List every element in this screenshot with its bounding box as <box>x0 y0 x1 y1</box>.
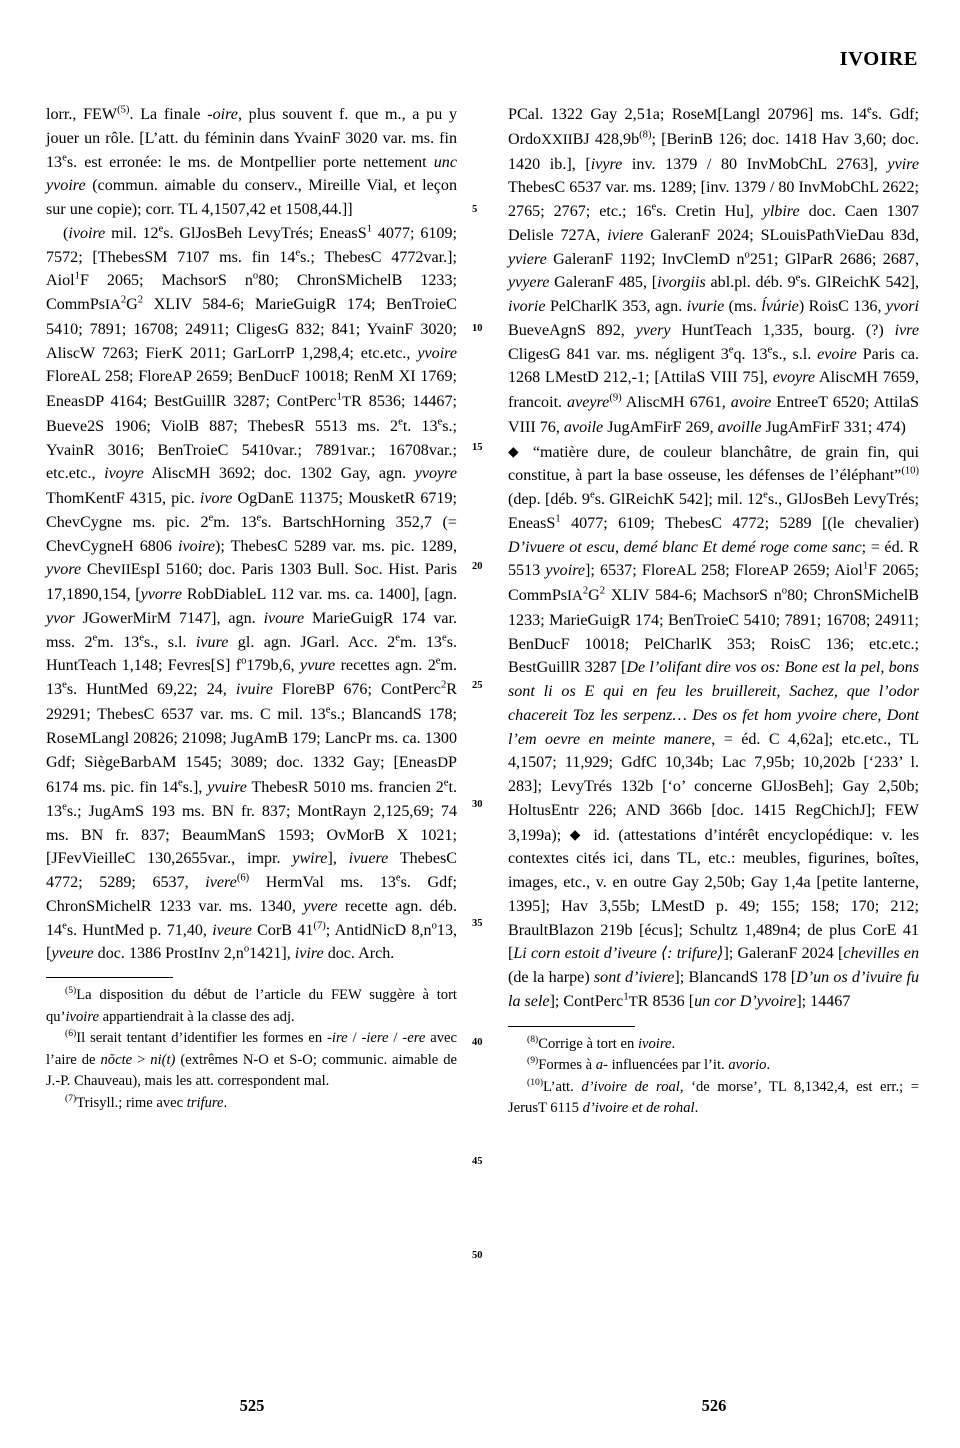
line-number: 10 <box>472 323 483 334</box>
line-number: 50 <box>472 1250 483 1261</box>
column-right <box>508 103 919 1120</box>
column-left <box>46 103 457 1114</box>
footnote: $^{(9)}$Formes à a- influencées par l’it. avorio. <box>527 1055 771 1073</box>
column-left-body <box>46 103 457 966</box>
footnote-block-left <box>46 977 457 1114</box>
line-number: 25 <box>472 680 483 691</box>
footnote: $^{(6)}$Il serait tentant d’identifier les formes en -ire / -iere / -ere avec l’aire de nŏcte > ni(t) (extrêmes N-O et S-O; communic. aimable de J.-P. Chauveau), mais les att. correspondent mal. <box>46 1028 457 1089</box>
footnote: $^{(7)}$Trisyll.; rime avec trifure. <box>65 1092 228 1111</box>
folio-left: 525 <box>239 1396 265 1415</box>
footnote-rule <box>46 977 173 978</box>
footnote-rule <box>508 1026 635 1027</box>
footnote: $^{(10)}$L’att. d’ivoire de roal, ‘de morse’, TL 8,1342,4, est err.; = JerusT 6115 d’ivoire et de rohal. <box>508 1076 920 1116</box>
paragraph: PCal. 1322 Gay 2,51a; RoseM[Langl 20796] ms. 14es. Gdf; OrdoXXIIBJ $428,9b^{(8)}$; [BerinB 126; doc. 1418 Hav 3,60; doc. 1420 ib.], [ivyre inv. 1379 / 80 InvMobChL 2763], yvire ThebesC 6537 var. ms. 1289; [inv. 1379 / 80 InvMobChL 2622; 2765; 2767; etc.; 16es. Cretin Hu], ylbire doc. Caen 1307 Delisle 727A, iviere GaleranF 2024; SLouisPathVieDau 83d, yviere GaleranF 1192; InvClemD $n^o251$; GlParR 2686; 2687, yvyere GaleranF 485, [ivorgiis abl.pl. déb. 9es. GlReichK 542], ivorie PelCharlK 353, agn. ivurie (ms. ĺvúrie) RoisC 136, yvori BueveAgnS 892, yvery HuntTeach 1,335, bourg. (?) ivre CligesG 841 var. ms. négligent 3eq. 13es., s.l. evoire Paris ca. 1268 LMestD 212,-1; [AttilaS VIII 75], evoyre AliscMH 7659, francoit. aveyre$^{(9)}$ AliscMH 6761, avoire EntreeT 6520; AttilaS VIII 76, avoile JugAmFirF 269, avoille JugAmFirF 331; 474) <box>508 104 920 436</box>
paragraph: ◆ “matière dure, de couleur blanchâtre, de grain fin, qui constitue, à part la base osseuse, les défenses de l’éléphant”$^{(10)}$ (dep. [déb. 9es. GlReichK 542]; mil. 12es., GlJosBeh LevyTrés; EneasS$^1$ 4077; 6109; ThebesC 4772; 5289 [(le chevalier) D’ivuere ot escu, demé blanc Et demé roge come sanc; = éd. R 5513 yvoire]; 6537; FloreAL 258; FloreAP 2659; Aiol$^1$F 2065; $CommPsIA^2G^2$ XLIV 584-6; MachsorS $n^o80$; ChronSMichelB 1233; MarieGuigR 174; BenTroieC 5410; 7891; 16708; 24911; BenDucF 10018; PelCharlK 353; RoisC 136; etc.etc.; BestGuillR 3287 [De l’olifant dire vos os: Bone est la pel, bons sont li os E qui en feu les bruillereit, Sachez, que l’odor chacereit Toz les serpenz… Des os fet hom yvoire chere, Dont l’em oevre en meinte manere, = éd. C 4,62a]; etc.etc., TL 4,1507; 11,929; GdfC 10,34b; Lac 7,95b; 10,202b [‘233’ l. 283]; LevyTrés 132b [‘o’ concerne GlJosBeh]; Gay 2,50b; HoltusEntr 226; AND 366b [doc. 1415 RegChichJ]; FEW 3,199a); ◆ id. (attestations d’intérêt encyclopédique: v. les contextes cités ici, dans TL, etc.: meubles, figurines, boîtes, images, etc., v. en outre Gay 2,50b; Gay 1,4a [petite lanterne, 1395]; Hav 3,55b; LMestD p. 49; 155; 158; 170; 212; BraultBlazon 219b [écus]; Schultz 1,489n4; de plus CorE 41 [Li corn estoit d’iveure ⟨: trifure⟩]; GaleranF 2024 [chevilles en (de la harpe) sont d’iviere]; BlancandS 178 [D’un os d’ivuire fu la sele]; ContPerc$^1$TR 8536 [un cor D’yvoire]; 14467 <box>508 443 919 1010</box>
paragraph: (ivoire mil. 12es. GlJosBeh LevyTrés; EneasS$^1$ 4077; 6109; 7572; [ThebesSM 7107 ms. fin 14es.; ThebesC 4772var.]; Aiol$^1$F 2065; MachsorS $n^o80$; ChronSMichelB 1233; $CommPsIA^2G^2$ XLIV 584-6; MarieGuigR 174; BenTroieC 5410; 7891; 16708; 24911; CligesG 832; 841; YvainF 3020; AliscW 7263; FierK 2011; GarLorrP 1,298,4; etc.etc., yvoire FloreAL 258; FloreAP 2659; BenDucF 10018; RenM XI 1769; EneasDP 4164; BestGuillR 3287; ContPerc$^1$TR 8536; 14467; Bueve2S 1906; ViolB 887; ThebesR 5513 ms. 2et. 13es.; YvainR 3016; BenTroieC 5410var.; 7891var.; 16708var.; etc.etc., ivoyre AliscMH 3692; doc. 1302 Gay, agn. yvoyre ThomKentF 4315, pic. ivore OgDanE 11375; MousketR 6719; ChevCygne ms. pic. 2em. 13es. BartschHorning 352,7 (= ChevCygneH 6806 ivoire); ThebesC 5289 var. ms. pic. 1289, yvore ChevIIEspI 5160; doc. Paris 1303 Bull. Soc. Hist. Paris 17,1890,154, [yvorre RobDiableL 112 var. ms. ca. 1400], [agn. yvor JGowerMirM 7147], agn. ivoure MarieGuigR 174 var. mss. 2em. 13es., s.l. ivure gl. agn. JGarl. Acc. 2em. 13es. HuntTeach 1,148; Fevres[S] $f^o179b,6$, yvure recettes agn. 2em. 13es. HuntMed 69,22; 24, ivuire FloreBP 676; ContPerc$^2$R 29291; ThebesC 6537 var. ms. C mil. 13es.; BlancandS 178; RoseMLangl 20826; 21098; JugAmB 179; LancPr ms. ca. 1300 Gdf; SiègeBarbAM 1545; 3089; doc. 1332 Gay; [EneasDP 6174 ms. pic. fin 14es.], yvuire ThebesR 5010 ms. francien 2et. 13es.; JugAmS 193 ms. BN fr. 837; MontRayn 2,125,69; 74 ms. BN fr. 837; BeaumManS 1593; OvMorB X 1021; [JFevVieilleC 130,2655var., impr. ywire], ivuere ThebesC 4772; 5289; 6537, ivere$^{(6)}$ HermVal ms. 13es. Gdf; ChronSMichelR 1233 var. ms. 1340, yvere recette agn. déb. 14es. HuntMed p. 71,40, iveure CorB 41$^{(7)}$; AntidNicD $8,n^o13$, [yveure doc. 1386 ProstInv $2,n^o1421$], ivire doc. Arch. <box>46 223 458 963</box>
footnote-block-right <box>508 1026 919 1120</box>
line-number: 40 <box>472 1037 483 1048</box>
column-right-body <box>508 103 919 1015</box>
footnote: $^{(5)}$La disposition du début de l’article du FEW suggère à tort qu’ivoire appartiendrait à la classe des adj. <box>46 985 457 1025</box>
line-number: 45 <box>472 1156 483 1167</box>
paragraph: lorr., FEW$^{(5)}$. La finale -oire, plus souvent f. que m., a pu y jouer un rôle. [L’att. du féminin dans YvainF 3020 var. ms. fin 13es. est erronée: le ms. de Montpellier porte nettement unc yvoire (commun. aimable du conserv., Mireille Vial, et leçon sur une copie); corr. TL 4,1507,42 et 1508,44.]] <box>46 104 458 218</box>
line-number: 35 <box>472 918 483 929</box>
line-number: 5 <box>472 204 478 215</box>
running-head-ivoire: IVOIRE <box>839 48 918 70</box>
folio-right: 526 <box>701 1396 727 1415</box>
footnote: $^{(8)}$Corrige à tort en ivoire. <box>527 1033 676 1052</box>
line-number: 30 <box>472 799 483 810</box>
line-number: 20 <box>472 561 483 572</box>
line-number: 15 <box>472 442 483 453</box>
